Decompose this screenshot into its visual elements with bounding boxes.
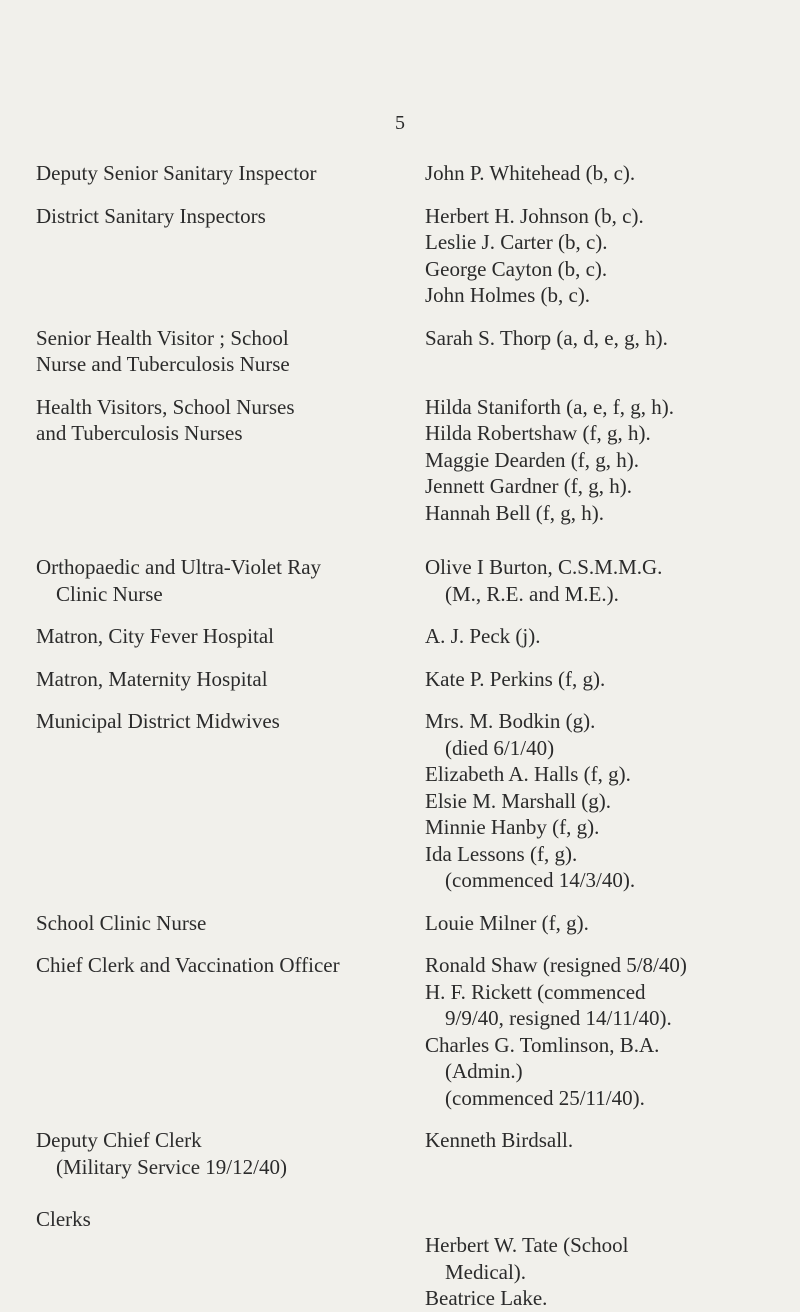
role-title xyxy=(36,952,425,1111)
role-line: Deputy Senior Sanitary Inspector xyxy=(36,161,317,185)
staff-entry xyxy=(36,1127,776,1180)
role-title xyxy=(36,394,425,527)
staff-entry xyxy=(36,160,776,187)
staff-entry xyxy=(36,910,776,937)
role-line: and Tuberculosis Nurses xyxy=(36,421,243,445)
role-title xyxy=(36,203,425,309)
staff-name: (M., R.E. and M.E.). xyxy=(445,581,619,606)
staff-name: Hilda Staniforth (a, e, f, g, h). xyxy=(425,394,675,419)
staff-name: Leslie J. Carter (b, c). xyxy=(425,230,608,254)
staff-name: (Admin.) xyxy=(445,1059,523,1083)
staff-name: (commenced 25/11/40). xyxy=(445,1085,645,1110)
staff-name: Medical). xyxy=(445,1259,527,1284)
staff-names xyxy=(425,666,776,693)
staff-name: Elizabeth A. Halls (f, g). xyxy=(425,762,631,786)
staff-names xyxy=(425,1127,776,1180)
staff-name: Ronald Shaw (resigned 5/8/40) xyxy=(425,953,687,977)
staff-name: Sarah S. Thorp (a, d, e, g, h). xyxy=(425,325,668,350)
staff-entry xyxy=(36,623,776,650)
staff-names xyxy=(425,952,776,1111)
staff-name: Ida Lessons (f, g). xyxy=(425,841,578,866)
staff-name: Hannah Bell (f, g, h). xyxy=(425,500,605,525)
staff-name: Charles G. Tomlinson, B.A. xyxy=(425,1032,660,1057)
role-line: Clinic Nurse xyxy=(56,581,163,606)
role-line: Senior Health Visitor ; School xyxy=(36,325,289,350)
staff-names xyxy=(425,160,776,187)
staff-name: Louie Milner (f, g). xyxy=(425,910,589,935)
staff-names xyxy=(425,1206,776,1312)
role-line: Chief Clerk and Vaccination Officer xyxy=(36,953,340,977)
staff-name: Herbert H. Johnson (b, c). xyxy=(425,203,644,228)
role-line: Health Visitors, School Nurses xyxy=(36,394,295,419)
role-line: Municipal District Midwives xyxy=(36,709,280,733)
staff-entry xyxy=(36,666,776,693)
staff-name: John Holmes (b, c). xyxy=(425,283,591,307)
staff-name: A. J. Peck (j). xyxy=(425,624,541,648)
staff-entry xyxy=(36,203,776,309)
staff-name: Beatrice Lake. xyxy=(425,1286,548,1310)
staff-entry xyxy=(36,952,776,1111)
staff-names xyxy=(425,554,776,607)
role-line: Nurse and Tuberculosis Nurse xyxy=(36,352,290,376)
staff-entry xyxy=(36,1206,776,1312)
role-title xyxy=(36,1127,425,1180)
staff-names xyxy=(425,203,776,309)
staff-name: Minnie Hanby (f, g). xyxy=(425,815,600,839)
staff-name: (died 6/1/40) xyxy=(445,735,555,760)
staff-names xyxy=(425,394,776,527)
role-title xyxy=(36,910,425,937)
staff-name: Jennett Gardner (f, g, h). xyxy=(425,474,633,498)
staff-name: Elsie M. Marshall (g). xyxy=(425,788,612,813)
role-line: District Sanitary Inspectors xyxy=(36,203,266,228)
role-title xyxy=(36,160,425,187)
role-line: Clerks xyxy=(36,1207,91,1231)
staff-name: Kenneth Birdsall. xyxy=(425,1128,574,1152)
staff-name: John P. Whitehead (b, c). xyxy=(425,161,636,185)
role-line: Deputy Chief Clerk xyxy=(36,1128,202,1152)
staff-names xyxy=(425,708,776,894)
staff-entry xyxy=(36,708,776,894)
staff-name: Olive I Burton, C.S.M.M.G. xyxy=(425,555,663,579)
role-line: School Clinic Nurse xyxy=(36,910,207,935)
staff-names xyxy=(425,325,776,378)
role-line: Matron, Maternity Hospital xyxy=(36,666,268,691)
staff-name: George Cayton (b, c). xyxy=(425,256,608,281)
staff-name: Herbert W. Tate (School xyxy=(425,1233,629,1257)
role-title xyxy=(36,325,425,378)
staff-entry xyxy=(36,554,776,607)
staff-name: Kate P. Perkins (f, g). xyxy=(425,666,606,691)
staff-entry xyxy=(36,325,776,378)
role-line: Orthopaedic and Ultra-Violet Ray xyxy=(36,555,322,579)
staff-name: Maggie Dearden (f, g, h). xyxy=(425,447,639,472)
role-title xyxy=(36,708,425,894)
staff-name: Hilda Robertshaw (f, g, h). xyxy=(425,421,651,445)
staff-entry xyxy=(36,394,776,527)
role-title xyxy=(36,666,425,693)
staff-list xyxy=(36,160,776,1312)
staff-name: (commenced 14/3/40). xyxy=(445,868,636,892)
role-title xyxy=(36,1206,425,1312)
role-line: Matron, City Fever Hospital xyxy=(36,624,274,648)
role-title xyxy=(36,623,425,650)
staff-names xyxy=(425,910,776,937)
role-line: (Military Service 19/12/40) xyxy=(56,1154,287,1179)
staff-names xyxy=(425,623,776,650)
role-title xyxy=(36,554,425,607)
staff-name: Mrs. M. Bodkin (g). xyxy=(425,709,596,733)
staff-name: H. F. Rickett (commenced xyxy=(425,979,646,1004)
staff-name: 9/9/40, resigned 14/11/40). xyxy=(445,1006,672,1030)
page-number: 5 xyxy=(395,112,405,134)
